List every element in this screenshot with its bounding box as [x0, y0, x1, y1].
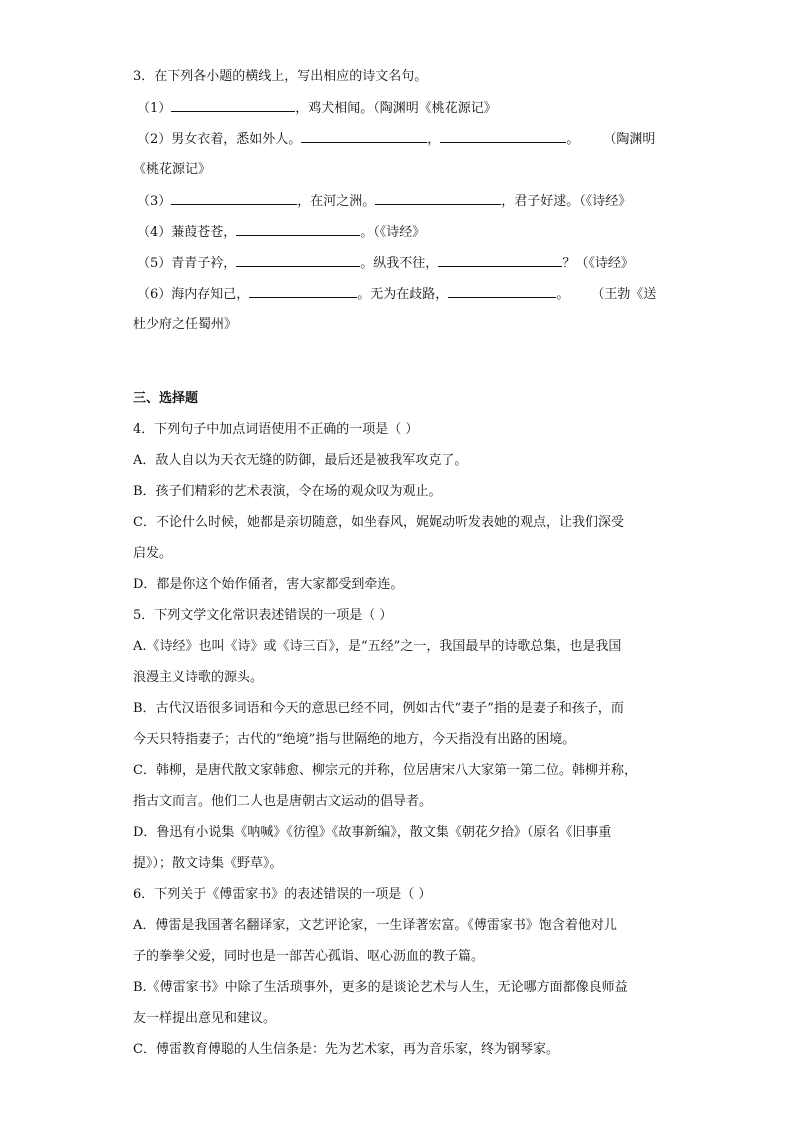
item-number: （5）: [137, 256, 172, 271]
q3-item-5: [137, 254, 677, 273]
q3-item-6-cont: 杜少府之任蜀州》: [133, 317, 238, 332]
q3-stem: 3．在下列各小题的横线上，写出相应的诗文名句。: [133, 69, 428, 84]
answer-blank[interactable]: [301, 130, 427, 143]
item-number: （1）: [137, 101, 172, 116]
q6-option-c[interactable]: C．傅雷教育傅聪的人生信条是：先为艺术家，再为音乐家，终为钢琴家。: [133, 1042, 559, 1057]
item-text: 海内存知己，: [171, 287, 250, 302]
q6-stem: 6．下列关于《傅雷家书》的表述错误的一项是（ ）: [133, 887, 432, 902]
q3-item-3: [137, 192, 677, 211]
answer-blank[interactable]: [236, 254, 360, 267]
q4-option-b[interactable]: B．孩子们精彩的艺术表演，令在场的观众叹为观止。: [133, 484, 442, 499]
item-text: 。纵我不往，: [360, 256, 439, 271]
answer-blank[interactable]: [440, 130, 566, 143]
q3-item-2-cont: 《桃花源记》: [133, 162, 212, 177]
q4-option-d[interactable]: D．都是你这个始作俑者，害大家都受到牵连。: [133, 577, 404, 592]
section-title: 三、选择题: [133, 391, 199, 406]
answer-blank[interactable]: [171, 192, 297, 205]
item-text: ，鸡犬相闻。（陶渊明《桃花源记》: [295, 101, 497, 116]
item-text: 男女衣着，悉如外人。: [171, 132, 302, 147]
q5-option-b-cont: 今天只特指妻子；古代的“绝境”指与世隔绝的地方，今天指没有出路的困境。: [133, 732, 576, 747]
item-number: （6）: [137, 287, 172, 302]
answer-blank[interactable]: [171, 99, 295, 112]
item-text: 。（《诗经》: [360, 225, 426, 240]
q3-item-4: [137, 223, 677, 242]
q4-stem: 4．下列句子中加点词语使用不正确的一项是（ ）: [133, 422, 419, 437]
q4-option-c-cont: 启发。: [133, 546, 173, 561]
q4-option-c[interactable]: C．不论什么时候，她都是亲切随意，如坐春风，娓娓动听发表她的观点，让我们深受: [133, 515, 624, 530]
item-text: ，君子好逑。（《诗经》: [501, 194, 632, 209]
q5-option-d[interactable]: D．鲁迅有小说集《呐喊》《彷徨》《故事新编》，散文集《朝花夕拾》（原名《旧事重: [133, 825, 612, 840]
item-number: （2）: [137, 132, 172, 147]
q6-option-b-cont: 友一样提出意见和建议。: [133, 1011, 277, 1026]
item-text: 青青子衿，: [171, 256, 237, 271]
q6-option-b[interactable]: B.《傅雷家书》中除了生活琐事外，更多的是谈论艺术与人生，无论哪方面都像良师益: [133, 980, 628, 995]
item-text: ，: [427, 132, 441, 147]
item-source: （陶渊明: [603, 132, 656, 147]
answer-blank[interactable]: [438, 254, 562, 267]
q5-option-c[interactable]: C．韩柳，是唐代散文家韩愈、柳宗元的并称，位居唐宋八大家第一第二位。韩柳并称，: [133, 763, 637, 778]
item-number: （4）: [137, 225, 172, 240]
answer-blank[interactable]: [448, 285, 556, 298]
item-text: 。: [556, 287, 570, 302]
item-text: ，在河之洲。: [297, 194, 376, 209]
q6-option-a[interactable]: A．傅雷是我国著名翻译家，文艺评论家，一生译著宏富。《傅雷家书》饱含着他对儿: [133, 918, 617, 933]
q3-item-2: [137, 130, 677, 149]
q5-option-c-cont: 指古文而言。他们二人也是唐朝古文运动的倡导者。: [133, 794, 433, 809]
answer-blank[interactable]: [249, 285, 357, 298]
item-text: 。无为在歧路，: [357, 287, 449, 302]
answer-blank[interactable]: [375, 192, 501, 205]
item-source: （王勃《送: [591, 287, 657, 302]
item-text: 。: [566, 132, 580, 147]
q5-option-a-cont: 浪漫主义诗歌的源头。: [133, 670, 264, 685]
q5-stem: 5．下列文学文化常识表述错误的一项是（ ）: [133, 608, 393, 623]
q3-item-6: [137, 285, 677, 304]
q3-item-1: [137, 99, 677, 118]
q5-option-a[interactable]: A.《诗经》也叫《诗》或《诗三百》，是“五经”之一，我国最早的诗歌总集，也是我国: [133, 639, 622, 654]
q5-option-b[interactable]: B．古代汉语很多词语和今天的意思已经不同，例如古代“妻子”指的是妻子和孩子，而: [133, 701, 624, 716]
q4-option-a[interactable]: A．敌人自以为天衣无缝的防御，最后还是被我军攻克了。: [133, 453, 468, 468]
q5-option-d-cont: 提》）；散文诗集《野草》。: [133, 856, 283, 871]
item-text: 蒹葭苍苍，: [171, 225, 237, 240]
item-number: （3）: [137, 194, 172, 209]
item-text: ？（《诗经》: [562, 256, 634, 271]
answer-blank[interactable]: [236, 223, 360, 236]
q6-option-a-cont: 子的拳拳父爱，同时也是一部苦心孤诣、呕心沥血的教子篇。: [133, 949, 485, 964]
